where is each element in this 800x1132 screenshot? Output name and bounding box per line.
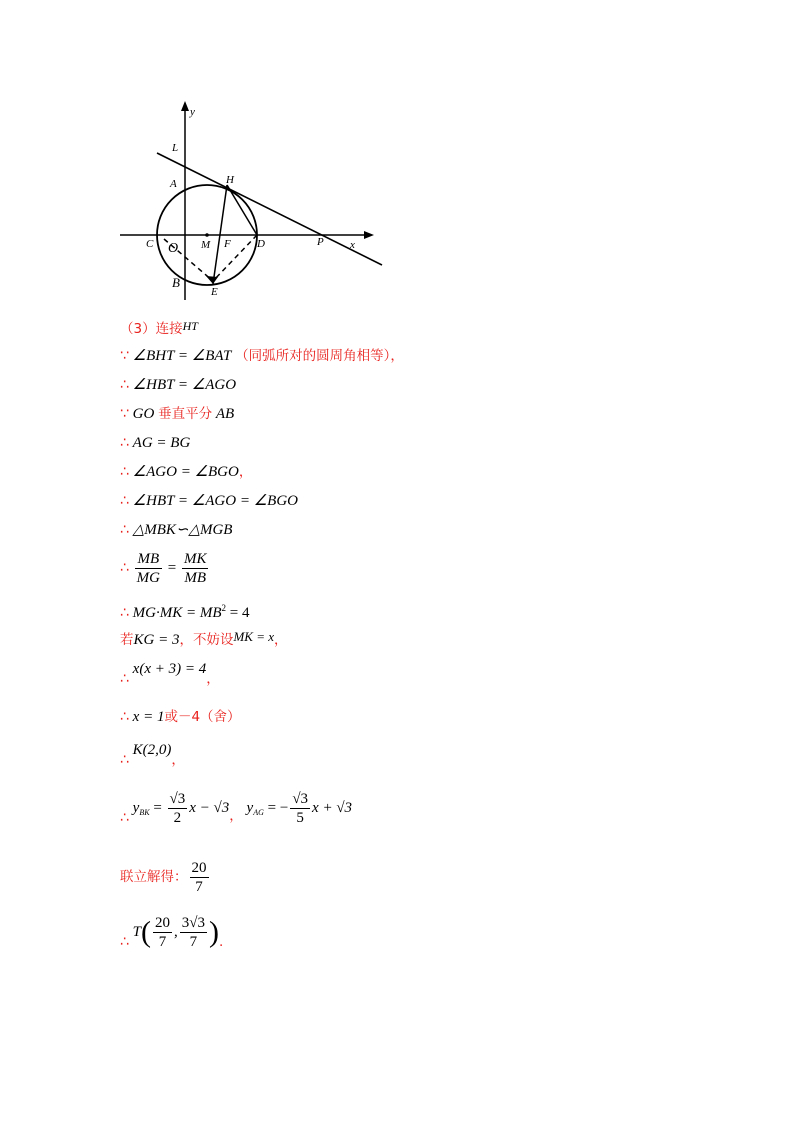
math-point-k: K(2,0) bbox=[132, 742, 172, 758]
therefore-symbol: ∴ bbox=[120, 671, 129, 687]
solution-line-7 bbox=[120, 491, 298, 511]
label-d: D bbox=[257, 238, 265, 250]
text-if: 若 bbox=[120, 632, 134, 648]
solution-line-13 bbox=[120, 707, 241, 727]
equals-sign: = bbox=[167, 560, 177, 576]
therefore-symbol: ∴ bbox=[120, 560, 129, 576]
therefore-symbol: ∴ bbox=[120, 752, 129, 768]
comma: , bbox=[174, 924, 178, 940]
math-equation: x(x + 3) = 4 bbox=[132, 661, 207, 677]
reason-note: （同弧所对的圆周角相等）， bbox=[235, 348, 404, 364]
math-solution: x = 1 bbox=[132, 709, 165, 725]
exponent: 2 bbox=[221, 603, 227, 613]
math-expression: MG·MK = MB bbox=[132, 605, 222, 621]
expr-right-1: x − √3 bbox=[189, 800, 230, 816]
punctuation: ， bbox=[171, 752, 185, 768]
therefore-symbol: ∴ bbox=[120, 493, 129, 509]
because-symbol: ∵ bbox=[120, 348, 129, 364]
y-bk: $y_{BK}$ bbox=[132, 800, 150, 817]
label-x: x bbox=[350, 239, 355, 251]
therefore-symbol: ∴ bbox=[120, 377, 129, 393]
solution-line-2 bbox=[120, 346, 404, 366]
math-expression: ∠BHT = ∠BAT bbox=[132, 348, 232, 364]
left-paren: ( bbox=[141, 915, 152, 949]
solution-line-8 bbox=[120, 520, 232, 540]
label-l: L bbox=[172, 142, 179, 154]
math-result: = 4 bbox=[226, 605, 250, 621]
therefore-symbol: ∴ bbox=[120, 464, 129, 480]
label-b: B bbox=[172, 275, 180, 290]
solution-line-3 bbox=[120, 375, 236, 395]
math-mk: MK = x bbox=[233, 629, 275, 644]
label-m: M bbox=[201, 239, 211, 251]
solution-line-16 bbox=[120, 857, 211, 897]
solution-line-17 bbox=[120, 910, 223, 964]
solution-line-10 bbox=[120, 598, 250, 623]
label-y: y bbox=[190, 106, 195, 118]
fraction-3sqrt3-7: $\frac{3√3}{7}$ bbox=[181, 915, 205, 951]
text-perpendicular-bisector: 垂直平分 bbox=[158, 406, 213, 422]
label-o: O bbox=[168, 241, 179, 256]
equals-sign: = − bbox=[263, 800, 289, 816]
y-axis-arrow bbox=[181, 101, 189, 111]
punctuation: ， bbox=[206, 671, 220, 687]
solution-line-5 bbox=[120, 433, 190, 453]
label-e: E bbox=[211, 286, 218, 298]
geometry-figure bbox=[110, 95, 390, 305]
fraction-20-7: $\frac{20}{7}$ bbox=[191, 860, 207, 896]
right-paren: ) bbox=[209, 915, 219, 949]
solution-line-14 bbox=[120, 740, 185, 770]
y-ag: $y_{AG}$ bbox=[246, 800, 264, 817]
math-go: GO bbox=[132, 406, 155, 422]
separator: ， bbox=[229, 808, 243, 824]
therefore-symbol: ∴ bbox=[120, 435, 129, 451]
punctuation: ， bbox=[238, 464, 253, 480]
equals-sign: = bbox=[149, 800, 166, 816]
label-p: P bbox=[317, 236, 324, 248]
math-expression: ∠HBT = ∠AGO = ∠BGO bbox=[132, 493, 298, 509]
period: . bbox=[219, 934, 224, 950]
fraction-mk-mb: $\frac{MK}{MB}$ bbox=[183, 551, 207, 587]
math-similarity: △MBK∽△MGB bbox=[132, 522, 233, 538]
expr-right-2: x + √3 bbox=[312, 800, 353, 816]
therefore-symbol: ∴ bbox=[120, 522, 129, 538]
text-solve: 联立解得： bbox=[120, 869, 188, 885]
solution-line-9 bbox=[120, 548, 210, 588]
fraction-sqrt3-5: $\frac{√3}{5}$ bbox=[292, 791, 309, 827]
text-reject: 或－4（舍） bbox=[164, 709, 241, 725]
label-h: H bbox=[226, 174, 234, 186]
fraction-mb-mg: $\frac{MB}{MG}$ bbox=[136, 551, 160, 587]
segment-hd bbox=[227, 185, 257, 235]
solution-line-1 bbox=[120, 316, 198, 339]
therefore-symbol: ∴ bbox=[120, 810, 129, 826]
because-symbol: ∵ bbox=[120, 406, 129, 422]
solution-line-6 bbox=[120, 462, 252, 482]
therefore-symbol: ∴ bbox=[120, 934, 129, 950]
arrowhead-e bbox=[206, 276, 218, 284]
solution-line-15 bbox=[120, 788, 352, 838]
fraction-20-7: $\frac{20}{7}$ bbox=[155, 915, 171, 951]
therefore-symbol: ∴ bbox=[120, 605, 129, 621]
math-ht: HT bbox=[182, 319, 198, 333]
step-heading: （3）连接 bbox=[120, 321, 183, 337]
math-kg: KG = 3 bbox=[133, 632, 180, 648]
punctuation: ， bbox=[274, 632, 288, 648]
math-point-t: T bbox=[132, 924, 142, 940]
therefore-symbol: ∴ bbox=[120, 709, 129, 725]
solution-line-4 bbox=[120, 404, 234, 424]
math-ab: AB bbox=[215, 406, 235, 422]
tangent-line bbox=[157, 153, 382, 265]
x-axis-arrow bbox=[364, 231, 374, 239]
math-expression: ∠AGO = ∠BGO bbox=[132, 464, 239, 480]
point-m bbox=[205, 233, 209, 237]
fraction-sqrt3-2: $\frac{√3}{2}$ bbox=[169, 791, 186, 827]
solution-line-12 bbox=[120, 659, 220, 689]
label-c: C bbox=[146, 238, 154, 250]
math-expression: AG = BG bbox=[132, 435, 191, 451]
solution-line-11 bbox=[120, 627, 288, 650]
text-assume: ，不妨设 bbox=[179, 632, 234, 648]
math-expression: ∠HBT = ∠AGO bbox=[132, 377, 237, 393]
label-f: F bbox=[224, 238, 231, 250]
label-a: A bbox=[170, 178, 177, 190]
